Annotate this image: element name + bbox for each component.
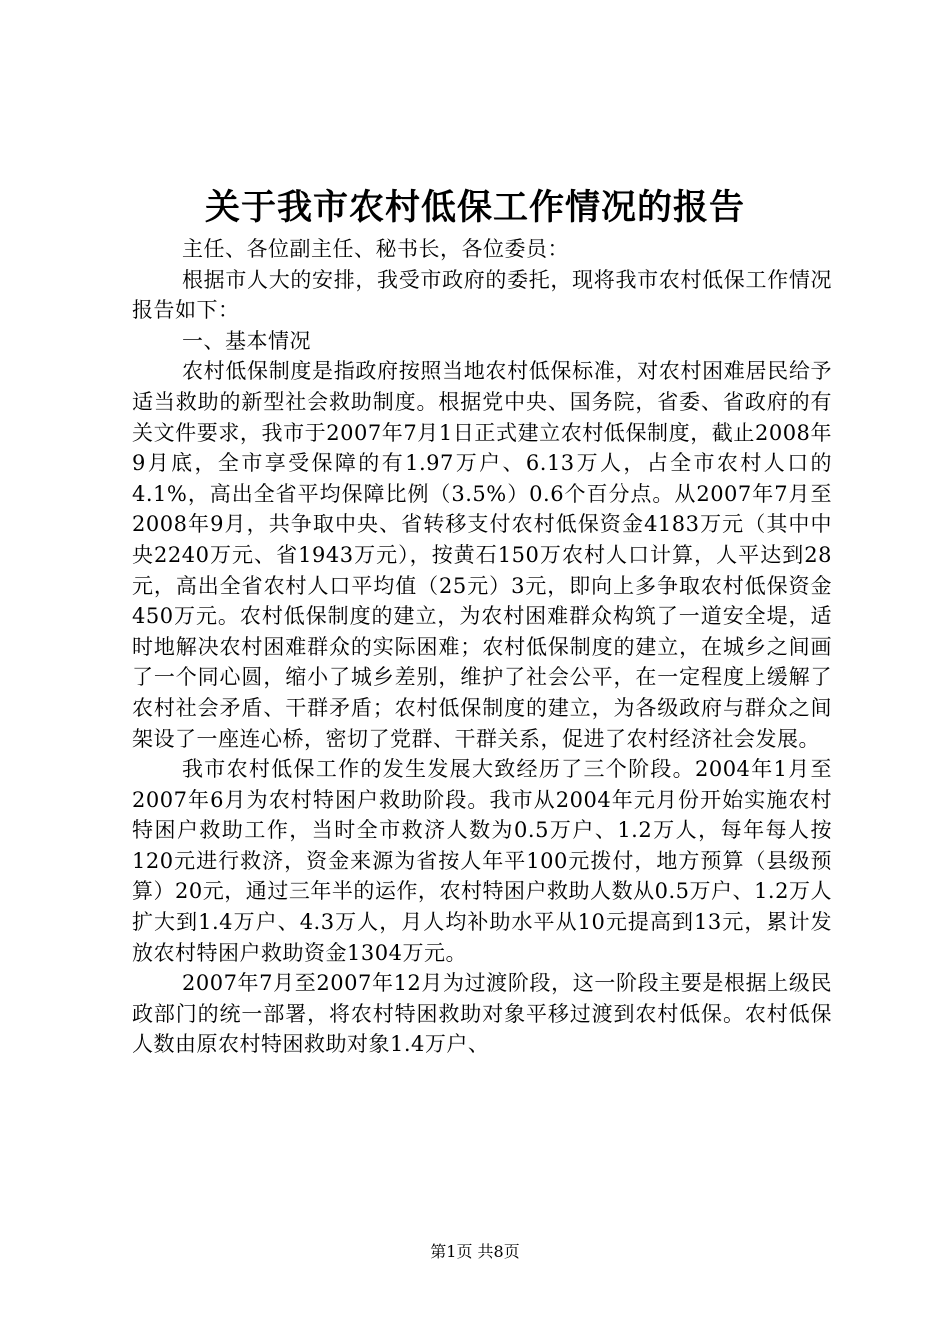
document-title: 关于我市农村低保工作情况的报告	[204, 187, 745, 228]
salutation-paragraph: 主任、各位副主任、秘书长，各位委员：	[182, 237, 569, 261]
body-paragraph: 我市农村低保工作的发生发展大致经历了三个阶段。2004年1月至2007年6月为农村特困户救助阶段。我市从2004年元月份开始实施农村特困户救助工作，当时全市救济人数为0.5万户、1.2万人，每年每人按120元进行救济，资金来源为省按人年平100元拨付，地方预算（县级预算）20元，通过三年半的运作，农村特困户救助人数从0.5万户、1.2万人扩大到1.4万户、4.3万人，月人均补助水平从10元提高到13元，累计发放农村特困户救助资金1304万元。	[132, 757, 832, 965]
intro-paragraph: 根据市人大的安排，我受市政府的委托，现将我市农村低保工作情况报告如下：	[132, 267, 832, 323]
page-footer: 第1页 共8页	[430, 1242, 520, 1261]
section-heading: 一、基本情况	[182, 328, 311, 353]
document-body	[132, 234, 832, 1060]
body-paragraph: 2007年7月至2007年12月为过渡阶段，这一阶段主要是根据上级民政部门的统一部署，将农村特困救助对象平移过渡到农村低保。农村低保人数由原农村特困救助对象1.4万户、	[132, 971, 832, 1057]
body-paragraph: 农村低保制度是指政府按照当地农村低保标准，对农村困难居民给予适当救助的新型社会救助制度。根据党中央、国务院，省委、省政府的有关文件要求，我市于2007年7月1日正式建立农村低保制度，截止2008年9月底，全市享受保障的有1.97万户、6.13万人，占全市农村人口的4.1%，高出全省平均保障比例（3.5%）0.6个百分点。从2007年7月至2008年9月，共争取中央、省转移支付农村低保资金4183万元（其中中央2240万元、省1943万元），按黄石150万农村人口计算，人平达到28元，高出全省农村人口平均值（25元）3元，即向上多争取农村低保资金450万元。农村低保制度的建立，为农村困难群众构筑了一道安全堤，适时地解决农村困难群众的实际困难；农村低保制度的建立，在城乡之间画了一个同心圆，缩小了城乡差别，维护了社会公平，在一定程度上缓解了农村社会矛盾、干群矛盾；农村低保制度的建立，为各级政府与群众之间架设了一座连心桥，密切了党群、干群关系，促进了农村经济社会发展。	[132, 359, 832, 751]
